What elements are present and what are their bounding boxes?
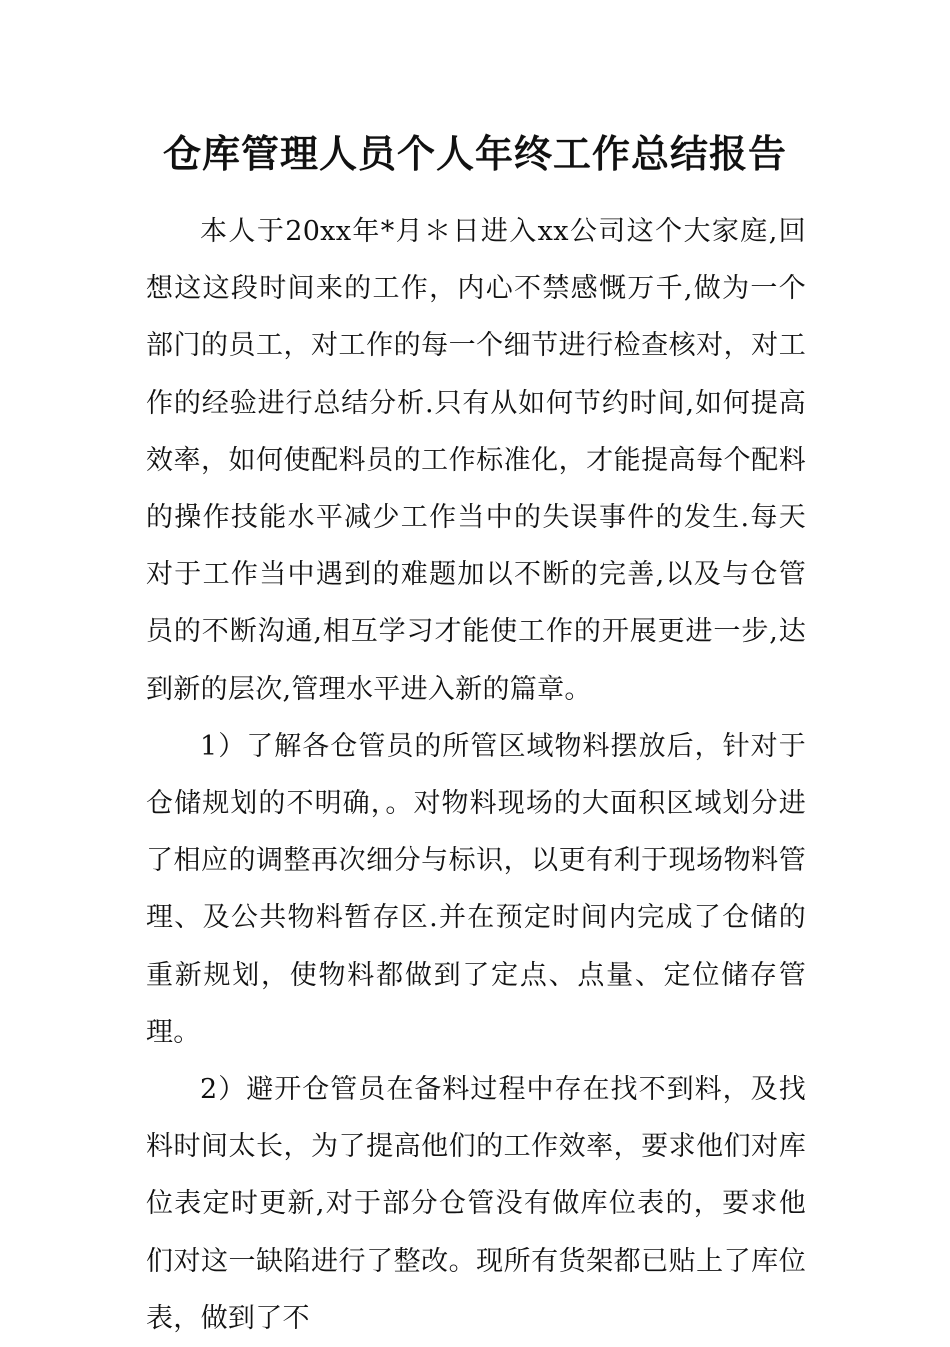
document-title: 仓库管理人员个人年终工作总结报告	[162, 131, 787, 176]
document-body	[146, 203, 806, 1347]
paragraph-item-1: 1）了解各仓管员的所管区域物料摆放后，针对于仓储规划的不明确，。对物料现场的大面积区域划分进了相应的调整再次细分与标识，以更有利于现场物料管理、及公共物料暂存区.并在预定时间内完成了仓储的重新规划，使物料都做到了定点、点量、定位储存管理。	[146, 730, 806, 1048]
paragraph-intro: 本人于20xx年*月＊日进入xx公司这个大家庭,回想这这段时间来的工作，内心不禁感慨万千,做为一个部门的员工，对工作的每一个细节进行检查核对，对工作的经验进行总结分析.只有从如何节约时间,如何提高效率，如何使配料员的工作标准化，才能提高每个配料的操作技能水平减少工作当中的失误事件的发生.每天对于工作当中遇到的难题加以不断的完善,以及与仓管员的不断沟通,相互学习才能使工作的开展更进一步,达到新的层次,管理水平进入新的篇章。	[146, 216, 806, 705]
paragraph-item-2: 2）避开仓管员在备料过程中存在找不到料，及找料时间太长，为了提高他们的工作效率，要求他们对库位表定时更新,对于部分仓管没有做库位表的，要求他们对这一缺陷进行了整改。现所有货架都已贴上了库位表，做到了不	[146, 1074, 806, 1334]
